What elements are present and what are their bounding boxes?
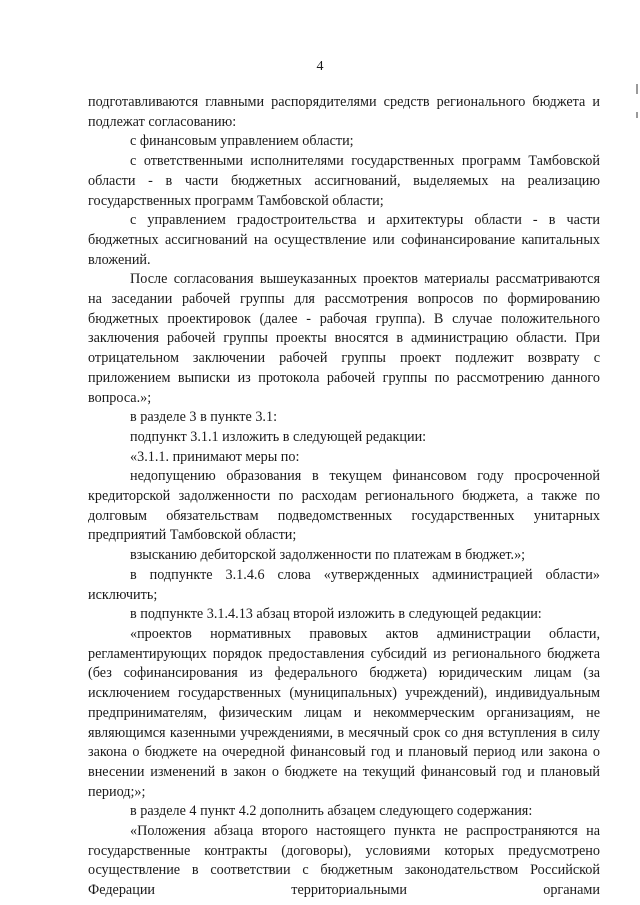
document-body — [88, 93, 600, 901]
paragraph-finance-dept: с финансовым управлением области; — [130, 133, 354, 150]
paragraph-program-executors: с ответственными исполнителями государственных программ Тамбовской области - в части бюджетных ассигнований, выделяемых на реализацию государственных программ Тамбовской области; — [88, 153, 600, 209]
paragraph-3-1-4-13: в подпункте 3.1.4.13 абзац второй изложить в следующей редакции: — [130, 606, 542, 623]
paragraph-overdue-debt: недопущению образования в текущем финансовом году просроченной кредиторской задолженности по расходам регионального бюджета, а также по долговым обязательствам подведомственных государственных унитарных предприятий Тамбовской области; — [88, 468, 600, 544]
paragraph-3-1-1-text: «3.1.1. принимают меры по: — [130, 448, 300, 465]
paragraph-receivables: взысканию дебиторской задолженности по платежам в бюджет.»; — [130, 547, 526, 564]
scan-edge-mark — [636, 84, 638, 94]
paragraph-3-1-4-6: в подпункте 3.1.4.6 слова «утвержденных администрацией области» исключить; — [88, 566, 600, 603]
page-number: 4 — [316, 59, 324, 74]
paragraph-provisions: «Положения абзаца второго настоящего пункта не распространяются на государственные контракты (договоры), условиями которых предусмотрено осуществление в соответствии с бюджетным законодательством Российской Федерации территориальными органами — [88, 823, 600, 899]
paragraph-working-group: После согласования вышеуказанных проектов материалы рассматриваются на заседании рабочей группы для рассмотрения вопросов по формированию бюджетных проектировок (далее - рабочая группа). В случае положительного заключения рабочей группы проекты вносятся в администрацию области. При отрицательном заключении рабочей группы проект подлежит возврату с приложением выписки из протокола рабочей группы по рассмотрению данного вопроса.»; — [88, 271, 600, 406]
scan-edge-mark — [636, 112, 638, 118]
paragraph-section-3: в разделе 3 в пункте 3.1: — [130, 409, 278, 426]
paragraph-continuation: подготавливаются главными распорядителями средств регионального бюджета и подлежат согласованию: — [88, 94, 600, 130]
paragraph-urban-planning: с управлением градостроительства и архитектуры области - в части бюджетных ассигнований на осуществление или софинансирование капитальных вложений. — [88, 212, 600, 268]
paragraph-section-4: в разделе 4 пункт 4.2 дополнить абзацем следующего содержания: — [130, 803, 533, 820]
paragraph-subclause-3-1-1: подпункт 3.1.1 изложить в следующей редакции: — [130, 428, 427, 445]
paragraph-subsidies-projects: «проектов нормативных правовых актов администрации области, регламентирующих порядок предоставления субсидий из регионального бюджета (без софинансирования из федерального бюджета) юридическим лицам (за исключением государственных (муниципальных) учреждений), индивидуальным предпринимателям, физическим лицам и некоммерческим организациям, не являющимся казенными учреждениями, в месячный срок со дня вступления в силу закона о бюджете на очередной финансовый год и плановый период или закона о внесении изменений в закон о бюджете на текущий финансовый год и плановый период;»; — [88, 625, 600, 800]
